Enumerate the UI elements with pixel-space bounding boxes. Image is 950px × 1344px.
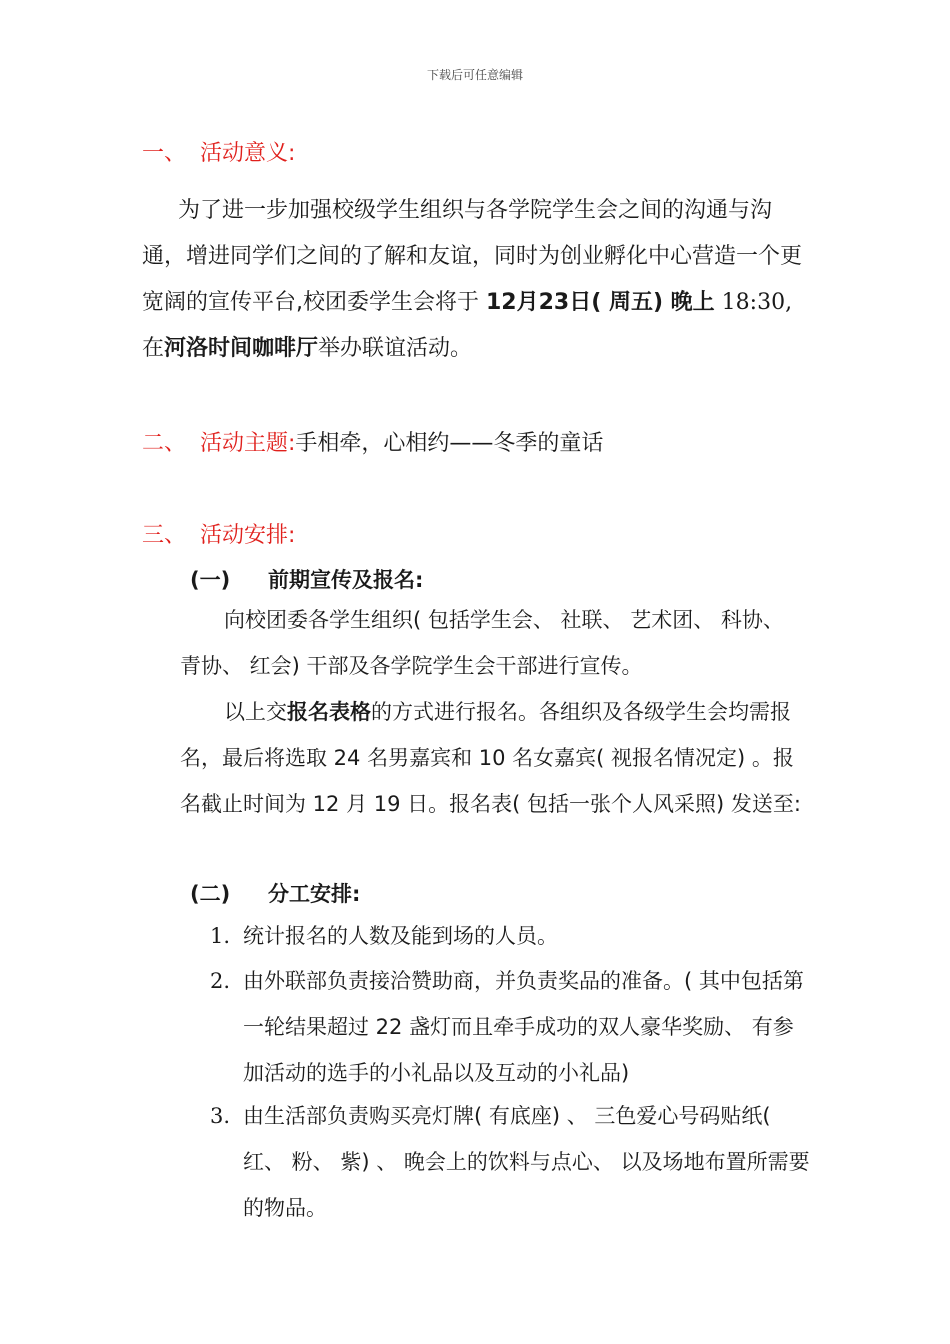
section-2-heading <box>142 426 603 457</box>
subsection-2-heading <box>190 878 360 908</box>
list-item-number: 3. <box>210 1104 231 1128</box>
s1-date: 12月23日( 周五) 晚上 <box>486 290 715 315</box>
section-3-heading <box>142 518 295 549</box>
list-item <box>210 913 810 959</box>
list-item-text: 由外联部负责接洽赞助商，并负责奖品的准备。( 其中包括第一轮结果超过 22 盏灯而且牵手成功的双人豪华奖励、 有参加活动的选手的小礼品以及互动的小礼品) <box>243 969 804 1085</box>
subsection-1-heading <box>190 564 423 594</box>
sub1-para2-text-a: 以上交 <box>224 700 287 724</box>
list-item-number: 2. <box>210 969 231 993</box>
section-1-title: 活动意义: <box>200 141 296 166</box>
section-2-number: 二、 <box>142 431 187 456</box>
s1-text-3: 举办联谊活动。 <box>318 336 473 361</box>
section-2-theme: 手相牵，心相约——冬季的童话 <box>295 431 604 456</box>
section-1-paragraph <box>142 188 810 372</box>
section-2-title: 活动主题: <box>200 431 296 456</box>
subsection-1-para-2 <box>180 689 810 827</box>
subsection-2-number: (二) <box>190 882 231 906</box>
list-item-text: 统计报名的人数及能到场的人员。 <box>243 924 558 948</box>
subsection-1-title: 前期宣传及报名: <box>268 568 424 592</box>
section-3-number: 三、 <box>142 523 187 548</box>
subsection-1-para-1 <box>180 597 810 689</box>
list-item-text: 由生活部负责购买亮灯牌( 有底座) 、 三色爱心号码贴纸( 红、 粉、 紫) 、 晚会上的饮料与点心、 以及场地布置所需要的物品。 <box>243 1104 810 1220</box>
section-1-heading <box>142 136 295 167</box>
s1-venue: 河洛时间咖啡厅 <box>164 336 319 361</box>
sub1-para2-bold: 报名表格 <box>287 700 371 724</box>
s1-text-1: 为了进一步加强校级学生组织与各学院学生会之间的沟通与沟通，增进同学们之间的了解和友谊，同时为创业孵化中心营造一个更宽阔的宣传平台,校团委学生会将于 <box>142 198 803 315</box>
sub1-para1-text: 向校团委各学生组织( 包括学生会、 社联、 艺术团、 科协、 青协、 红会) 干部及各学院学生会干部进行宣传。 <box>180 608 784 678</box>
subsection-2-title: 分工安排: <box>268 882 361 906</box>
section-3-title: 活动安排: <box>200 523 296 548</box>
list-item-number: 1. <box>210 924 231 948</box>
list-item <box>210 958 810 1096</box>
section-1-number: 一、 <box>142 141 187 166</box>
sub1-para2-text-b: 的方式进行报名。各组织及各级学生会均需报名，最后将选取 24 名男嘉宾和 10 名女嘉宾( 视报名情况定) 。报名截止时间为 12 月 19 日。报名表( 包括一张个人风采照) 发送至: <box>180 700 801 816</box>
subsection-1-number: (一) <box>190 568 231 592</box>
list-item <box>210 1093 810 1231</box>
page-header-note: 下载后可任意编辑 <box>426 68 523 82</box>
s1-text-2: 18:30, 在 <box>142 290 793 361</box>
